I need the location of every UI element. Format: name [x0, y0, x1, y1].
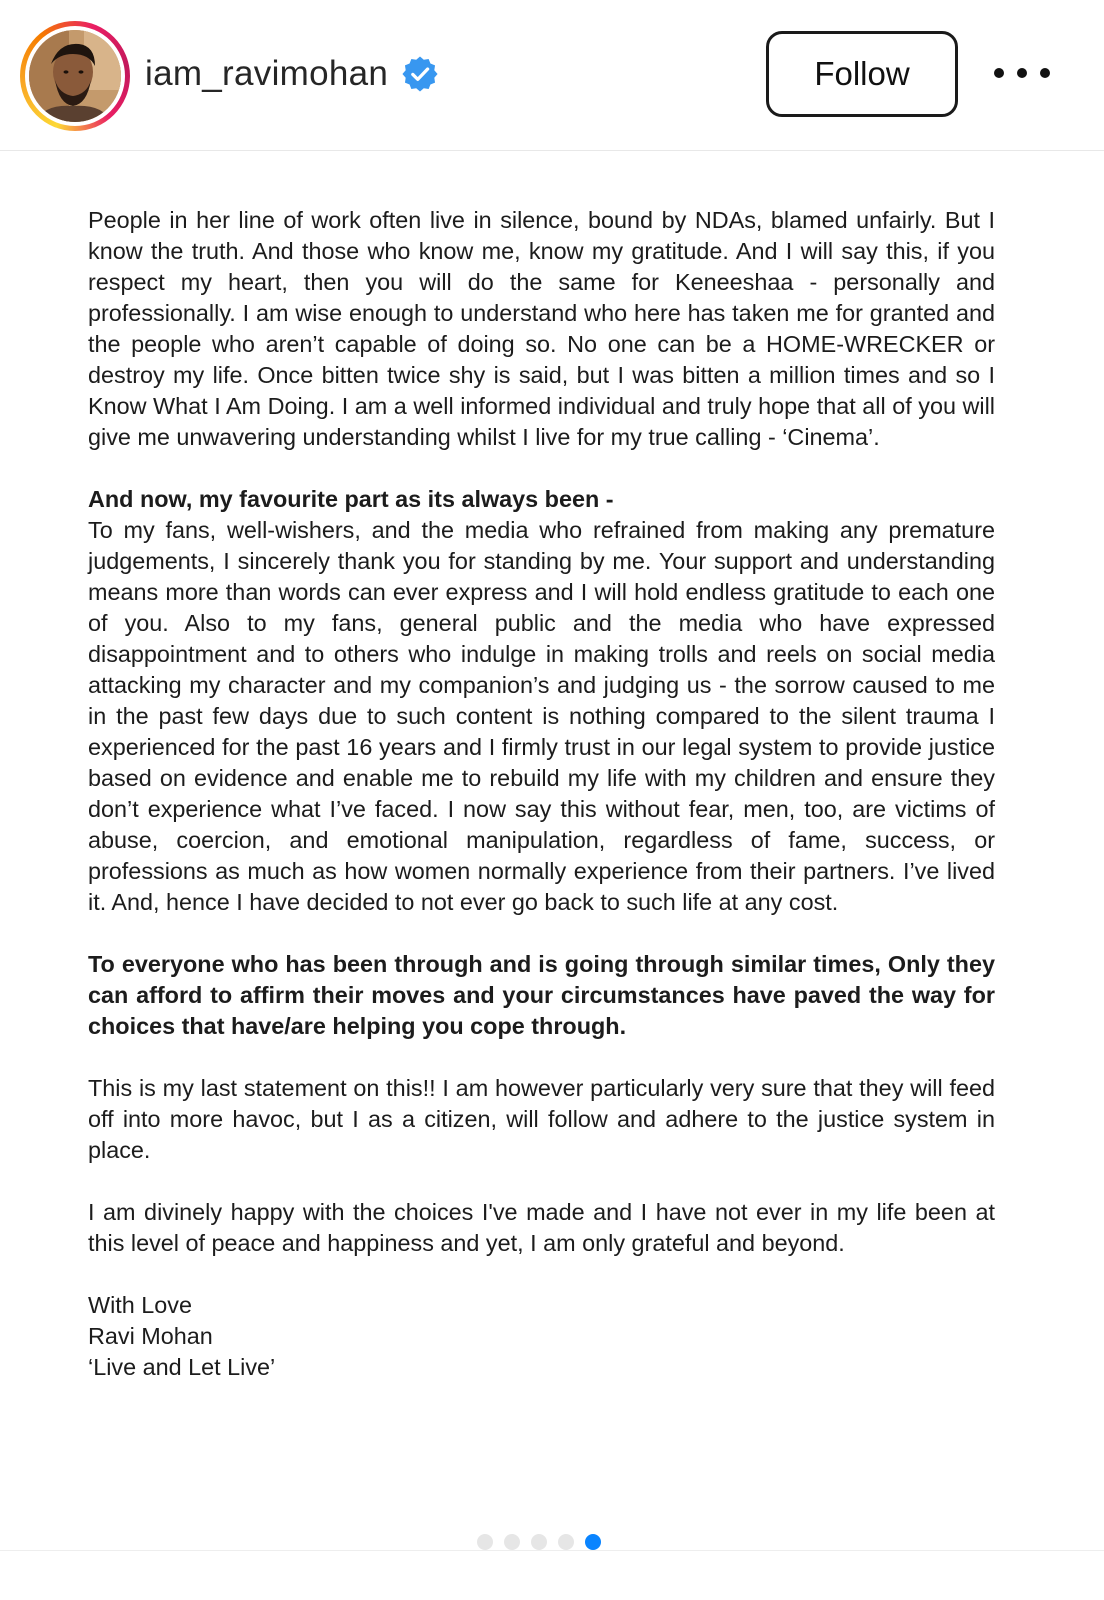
story-ring[interactable] [20, 21, 130, 131]
avatar-image [29, 30, 121, 122]
more-dot [994, 68, 1004, 78]
carousel-dot-active[interactable] [585, 1534, 601, 1550]
username-block [145, 50, 438, 98]
statement-paragraph-3: To everyone who has been through and is going through similar times, Only they can afford to affirm their moves and your circumstances have paved the way for choices that have/are helping you cope through. [88, 951, 995, 1039]
follow-button[interactable]: Follow [766, 31, 958, 117]
more-dot [1017, 68, 1027, 78]
carousel-dot[interactable] [558, 1534, 574, 1550]
statement-paragraph-2-block [88, 484, 995, 918]
carousel-dot[interactable] [504, 1534, 520, 1550]
statement-heading: And now, my favourite part as its always been - [88, 486, 614, 512]
more-options-icon[interactable] [994, 58, 1050, 88]
signoff-name: Ravi Mohan [88, 1323, 213, 1349]
post-header [0, 0, 1104, 151]
signoff-motto: ‘Live and Let Live’ [88, 1354, 276, 1380]
statement-paragraph-4: This is my last statement on this!! I am however particularly very sure that they will feed off into more havoc, but I as a citizen, will follow and adhere to the justice system in place. [88, 1075, 995, 1163]
statement-paragraph-5: I am divinely happy with the choices I've made and I have not ever in my life been at this level of peace and happiness and yet, I am only grateful and beyond. [88, 1199, 995, 1256]
verified-badge-icon [402, 56, 438, 92]
post-statement [88, 205, 995, 1383]
carousel-dot[interactable] [477, 1534, 493, 1550]
carousel-dot[interactable] [531, 1534, 547, 1550]
avatar-frame [25, 26, 125, 126]
signoff-line-1: With Love [88, 1292, 193, 1318]
carousel-indicator [477, 1534, 607, 1550]
more-dot [1040, 68, 1050, 78]
username[interactable]: iam_ravimohan [145, 54, 389, 93]
statement-paragraph-2: To my fans, well-wishers, and the media who refrained from making any premature judgements, I sincerely thank you for standing by me. Your support and understanding means more than words can ever express and I will hold endless gratitude to each one of you. Also to my fans, general public and the media who have expressed disappointment and to others who indulge in making trolls and reels on social media attacking my character and my companion’s and judging us - the sorrow caused to me in the past few days due to such content is nothing compared to the silent trauma I experienced for the past 16 years and I firmly trust in our legal system to provide justice based on evidence and enable me to rebuild my life with my children and ensure they don’t experience what I’ve faced. I now say this without fear, men, too, are victims of abuse, coercion, and emotional manipulation, regardless of fame, success, or professions as much as how women normally experience from their partners. I’ve lived it. And, hence I have decided to not ever go back to such life at any cost. [88, 517, 995, 915]
signoff [88, 1290, 995, 1383]
divider [0, 1550, 1104, 1551]
avatar[interactable] [29, 30, 121, 122]
statement-paragraph-1: People in her line of work often live in silence, bound by NDAs, blamed unfairly. But I know the truth. And those who know me, know my gratitude. And I will say this, if you respect my heart, then you will do the same for Keneeshaa - personally and professionally. I am wise enough to understand who here has taken me for granted and the people who aren’t capable of doing so. No one can be a HOME-WRECKER or destroy my life. Once bitten twice shy is said, but I was bitten a million times and so I Know What I Am Doing. I am a well informed individual and truly hope that all of you will give me unwavering understanding whilst I live for my true calling - ‘Cinema’. [88, 207, 995, 450]
